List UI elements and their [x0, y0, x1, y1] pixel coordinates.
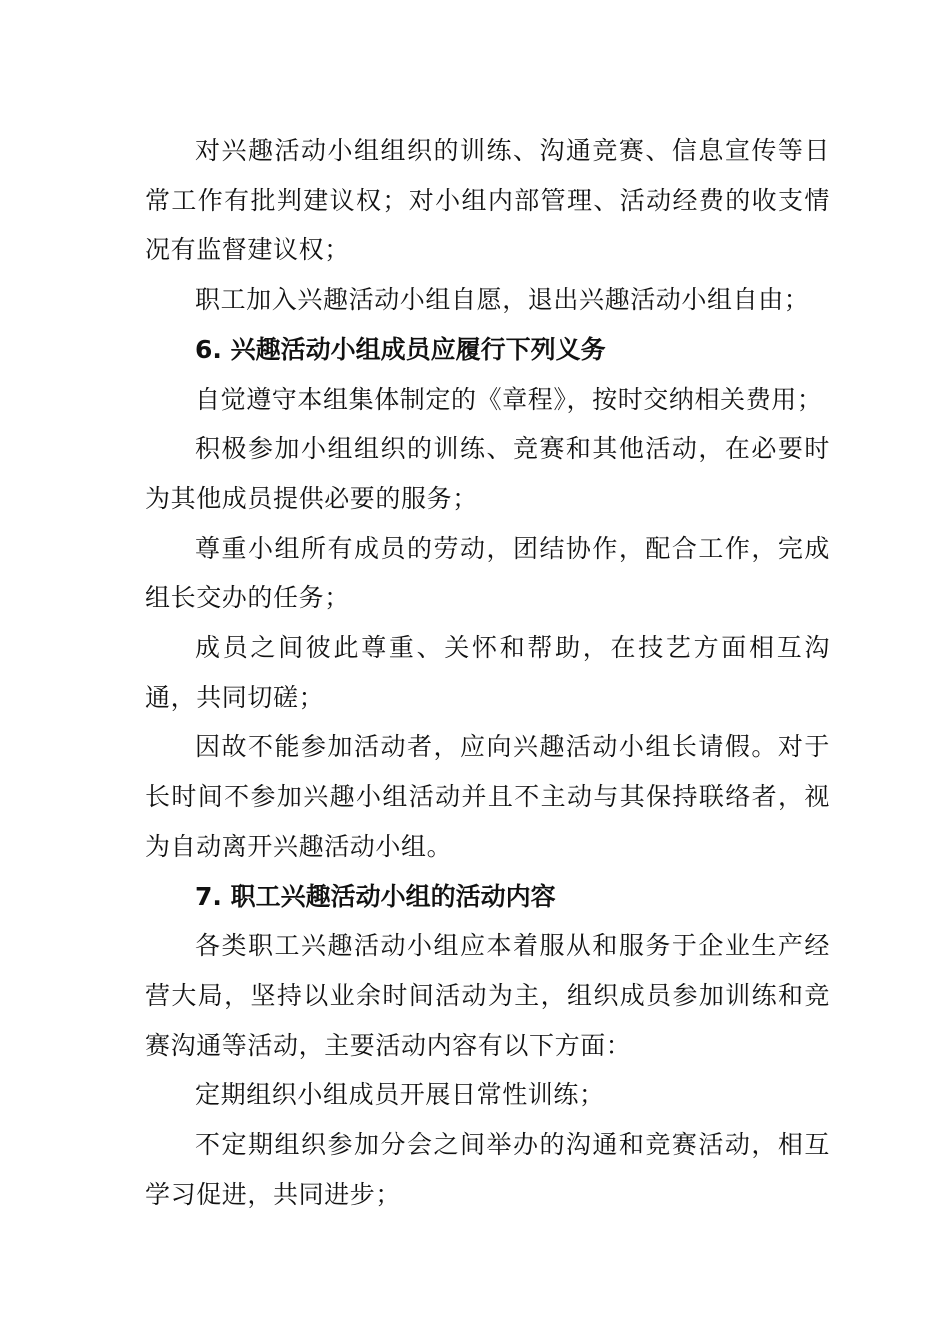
paragraph-activity-principle: 各类职工兴趣活动小组应本着服从和服务于企业生产经营大局，坚持以业余时间活动为主，组织成员参加训练和竞赛沟通等活动，主要活动内容有以下方面：: [145, 931, 830, 1060]
paragraph-obey-charter: 自觉遵守本组集体制定的《章程》，按时交纳相关费用；: [195, 384, 823, 414]
document-body: [145, 126, 830, 1219]
paragraph-participate: 积极参加小组组织的训练、竞赛和其他活动，在必要时为其他成员提供必要的服务；: [145, 434, 830, 513]
paragraph-mutual-respect: 成员之间彼此尊重、关怀和帮助，在技艺方面相互沟通，共同切磋；: [145, 633, 830, 712]
paragraph-regular-training: 定期组织小组成员开展日常性训练；: [195, 1080, 605, 1110]
section-heading-activities: 7. 职工兴趣活动小组的活动内容: [195, 881, 556, 911]
paragraph-competitions: 不定期组织参加分会之间举办的沟通和竞赛活动，相互学习促进，共同进步；: [145, 1130, 830, 1209]
paragraph-join-freedom: 职工加入兴趣活动小组自愿，退出兴趣活动小组自由；: [195, 285, 810, 315]
paragraph-leave-request: 因故不能参加活动者，应向兴趣活动小组长请假。对于长时间不参加兴趣小组活动并且不主动与其保持联络者，视为自动离开兴趣活动小组。: [145, 732, 830, 861]
paragraph-rights-supervision: 对兴趣活动小组组织的训练、沟通竞赛、信息宣传等日常工作有批判建议权；对小组内部管理、活动经费的收支情况有监督建议权；: [145, 136, 830, 265]
paragraph-respect-labor: 尊重小组所有成员的劳动，团结协作，配合工作，完成组长交办的任务；: [145, 533, 830, 613]
section-heading-obligations: 6. 兴趣活动小组成员应履行下列义务: [195, 334, 606, 364]
